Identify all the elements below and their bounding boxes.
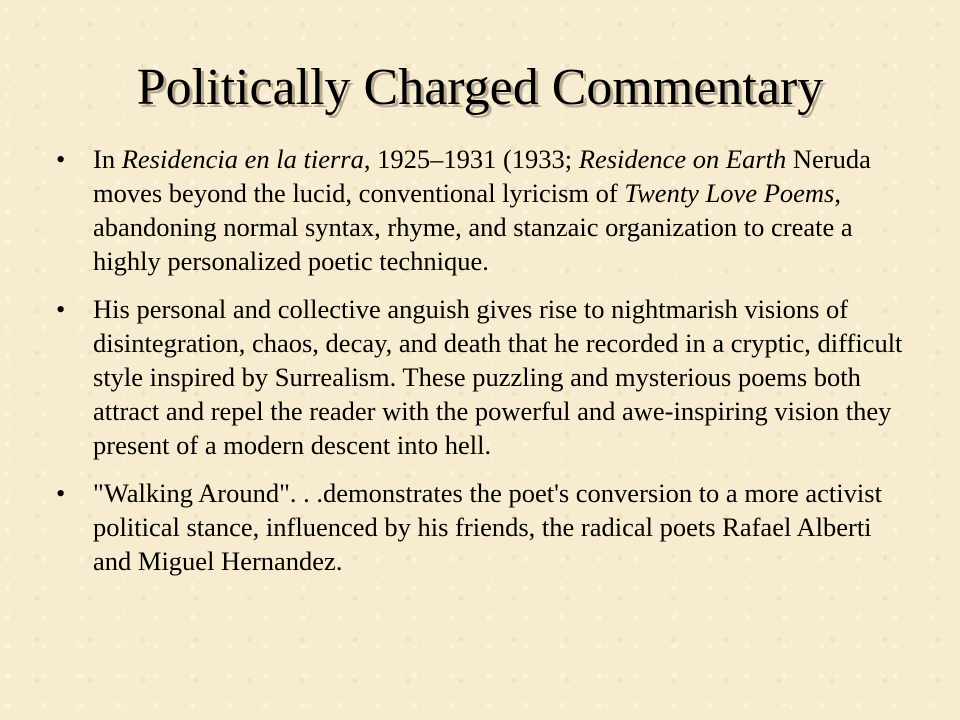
- bullet-text-mid: , 1925–1931 (1933;: [363, 144, 579, 174]
- bullet-list: [56, 142, 916, 592]
- bullet-marker: •: [56, 478, 66, 508]
- bullet-text: His personal and collective anguish gives rise to nightmarish visions of disintegration, chaos, decay, and death that he recorded in a cryptic, difficult style inspired by Surrealism. These puzzling and mysterious poems both attract and repel the reader with the powerful and awe-inspiring vision they present of a modern descent into hell.: [93, 294, 903, 460]
- bullet-item-2: [56, 292, 916, 462]
- italic-title-residencia: Residencia en la tierra: [121, 144, 364, 174]
- bullet-text-suffix: , abandoning normal syntax, rhyme, and stanzaic organization to create a highly personalized poetic technique.: [93, 178, 853, 276]
- slide-title: Politically Charged Commentary: [136, 59, 824, 116]
- bullet-text-prefix: In: [93, 144, 122, 174]
- bullet-text: "Walking Around". . .demonstrates the poet's conversion to a more activist political stance, influenced by his friends, the radical poets Rafael Alberti and Miguel Hernandez.: [93, 478, 882, 576]
- bullet-text-mid: Neruda moves beyond the lucid, conventional lyricism of: [93, 144, 871, 208]
- bullet-marker: •: [56, 294, 66, 324]
- bullet-item-3: [56, 476, 916, 578]
- italic-title-twenty-love-poems: Twenty Love Poems: [624, 178, 835, 208]
- italic-title-residence-on-earth: Residence on Earth: [578, 144, 787, 174]
- bullet-item-1: [56, 142, 916, 278]
- bullet-marker: •: [56, 144, 66, 174]
